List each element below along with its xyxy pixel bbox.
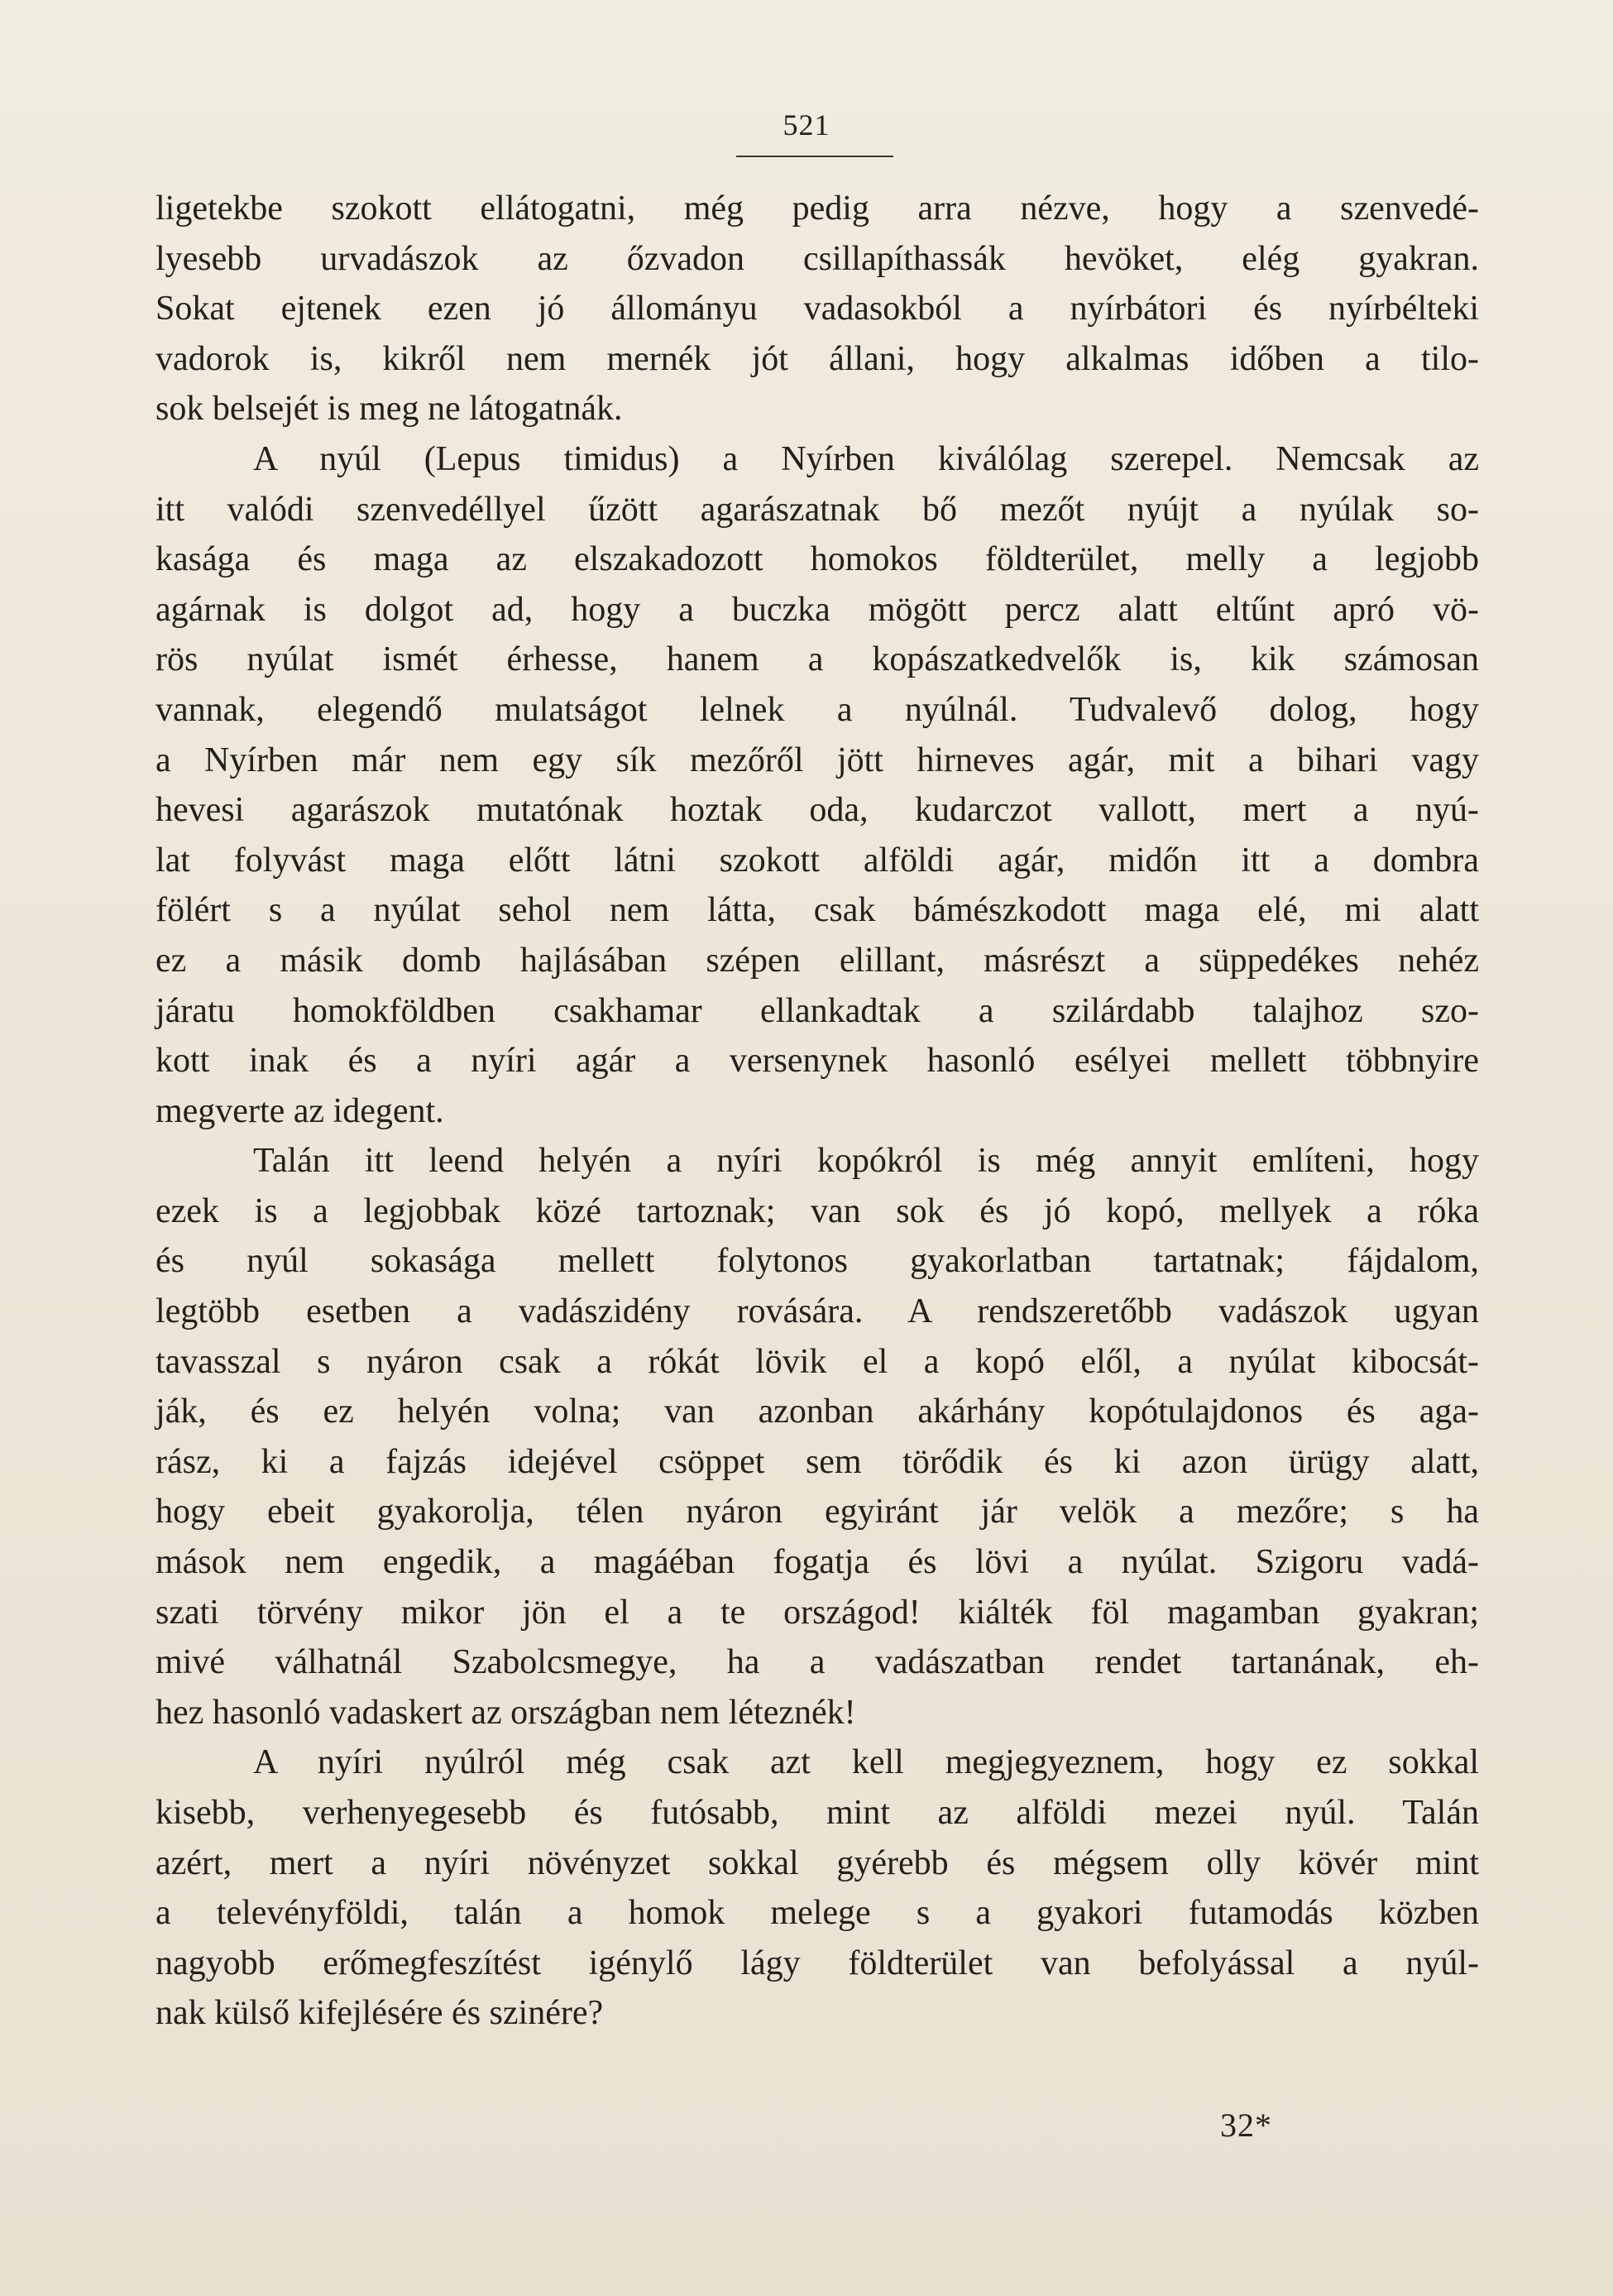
text-line: kasága és maga az elszakadozott homokos földterület, melly a legjobb: [156, 540, 1479, 579]
text-line: szati törvény mikor jön el a te országod! kiálték föl magamban gyakran;: [156, 1593, 1479, 1632]
text-line: rász, ki a fajzás idejével csöppet sem törődik és ki azon ürügy alatt,: [156, 1442, 1479, 1481]
text-line: hevesi agarászok mutatónak hoztak oda, kudarczot vallott, mert a nyú-: [156, 791, 1479, 830]
text-line: agárnak is dolgot ad, hogy a buczka mögött percz alatt eltűnt apró vö-: [156, 590, 1479, 629]
text-line: fölért s a nyúlat sehol nem látta, csak bámészkodott maga elé, mi alatt: [156, 891, 1479, 930]
text-line: a Nyírben már nem egy sík mezőről jött hirneves agár, mit a bihari vagy: [156, 741, 1479, 779]
text-line: lyesebb urvadászok az őzvadon csillapíthassák hevöket, elég gyakran.: [156, 239, 1479, 278]
text-line: itt valódi szenvedéllyel űzött agarászatnak bő mezőt nyújt a nyúlak so-: [156, 490, 1479, 529]
text-line: lat folyvást maga előtt látni szokott alföldi agár, midőn itt a dombra: [156, 841, 1479, 880]
text-line: kott inak és a nyíri agár a versenynek hasonló esélyei mellett többnyire: [156, 1042, 1479, 1081]
text-line: kisebb, verhenyegesebb és futósabb, mint az alföldi mezei nyúl. Talán: [156, 1794, 1479, 1832]
text-line: ják, és ez helyén volna; van azonban akárhány kopótulajdonos és aga-: [156, 1392, 1479, 1431]
text-line: rös nyúlat ismét érhesse, hanem a kopászatkedvelők is, kik számosan: [156, 640, 1479, 679]
text-line: a televényföldi, talán a homok melege s a gyakori futamodás közben: [156, 1894, 1479, 1933]
paragraph-first-line: A nyúl (Lepus timidus) a Nyírben kiválólag szerepel. Nemcsak az: [253, 439, 1479, 478]
body-text: [156, 184, 1479, 2039]
text-line: vadorok is, kikről nem mernék jót állani, hogy alkalmas időben a tilo-: [156, 339, 1479, 378]
page-number: 521: [783, 108, 830, 141]
text-line: nak külső kifejlésére és szinére?: [156, 1994, 604, 2033]
text-line: vannak, elegendő mulatságot lelnek a nyúlnál. Tudvalevő dolog, hogy: [156, 690, 1479, 729]
text-line: ez a másik domb hajlásában szépen elillant, másrészt a süppedékes nehéz: [156, 941, 1479, 980]
text-line: ezek is a legjobbak közé tartoznak; van sok és jó kopó, mellyek a róka: [156, 1191, 1479, 1230]
text-line: sok belsejét is meg ne látogatnák.: [156, 390, 623, 429]
text-line: hogy ebeit gyakorolja, télen nyáron egyiránt jár velök a mezőre; s ha: [156, 1493, 1479, 1531]
text-line: ligetekbe szokott ellátogatni, még pedig arra nézve, hogy a szenvedé-: [156, 189, 1479, 228]
text-line: azért, mert a nyíri növényzet sokkal gyérebb és mégsem olly kövér mint: [156, 1843, 1479, 1882]
text-line: legtöbb esetben a vadászidény rovására. A rendszeretőbb vadászok ugyan: [156, 1292, 1479, 1331]
text-line: mivé válhatnál Szabolcsmegye, ha a vadászatban rendet tartanának, eh-: [156, 1643, 1479, 1682]
text-line: Sokat ejtenek ezen jó állományu vadasokból a nyírbátori és nyírbélteki: [156, 290, 1479, 328]
text-line: járatu homokföldben csakhamar ellankadtak a szilárdabb talajhoz szo-: [156, 991, 1479, 1030]
paragraph-first-line: A nyíri nyúlról még csak azt kell megjegyeznem, hogy ez sokkal: [253, 1743, 1479, 1782]
text-line: nagyobb erőmegfeszítést igénylő lágy földterület van befolyással a nyúl-: [156, 1944, 1479, 1982]
text-line: és nyúl sokasága mellett folytonos gyakorlatban tartatnak; fájdalom,: [156, 1242, 1479, 1281]
text-line: mások nem engedik, a magáéban fogatja és lövi a nyúlat. Szigoru vadá-: [156, 1543, 1479, 1582]
text-line: tavasszal s nyáron csak a rókát lövik el a kopó elől, a nyúlat kibocsát-: [156, 1342, 1479, 1381]
signature-mark: 32*: [1220, 2107, 1272, 2144]
header-rule: [736, 156, 893, 157]
text-line: megverte az idegent.: [156, 1091, 444, 1130]
paragraph-first-line: Talán itt leend helyén a nyíri kopókról is még annyit említeni, hogy: [253, 1142, 1479, 1181]
text-line: hez hasonló vadaskert az országban nem léteznék!: [156, 1693, 856, 1732]
